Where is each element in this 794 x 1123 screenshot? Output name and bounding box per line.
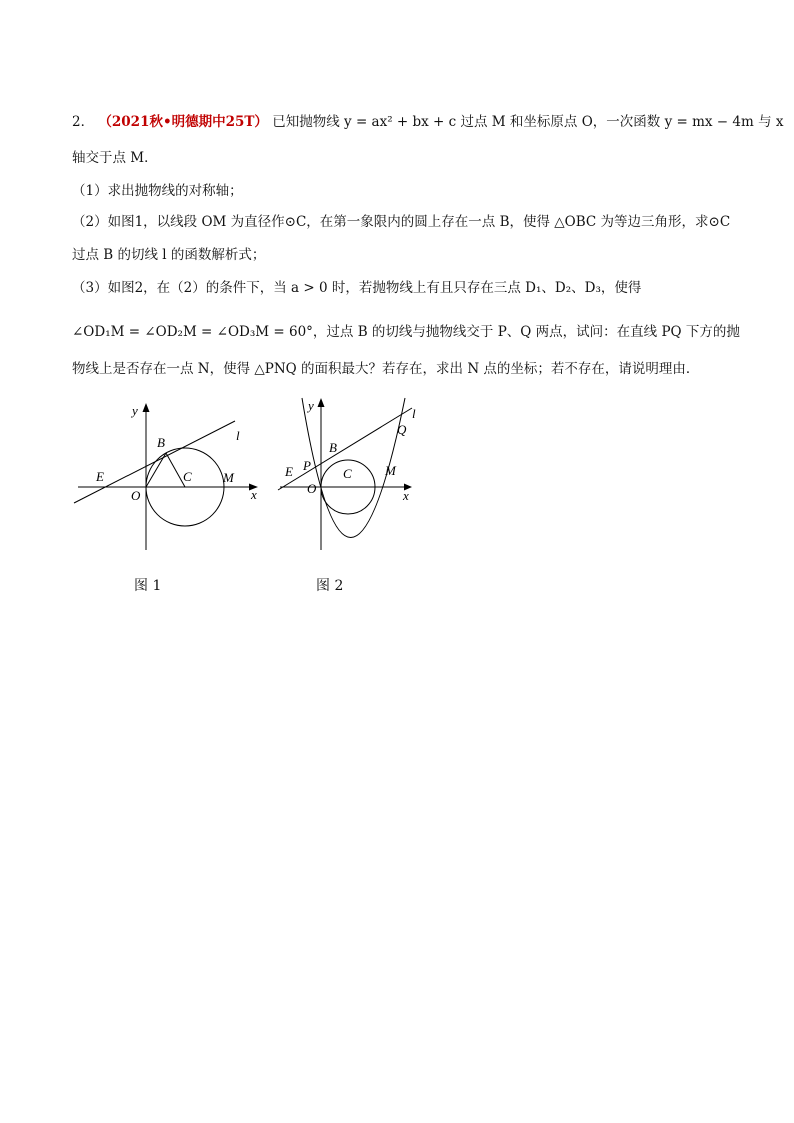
problem-statement-1: 已知抛物线 y = ax² + bx + c 过点 M 和坐标原点 O，一次函数 y = mx − 4m 与 x bbox=[272, 114, 784, 130]
question-3-part-b: ∠OD₁M = ∠OD₂M = ∠OD₃M = 60°，过点 B 的切线与抛物线交于 P、Q 两点，试问：在直线 PQ 下方的抛 bbox=[72, 324, 740, 340]
fig2-label-p: P bbox=[303, 458, 311, 473]
figure-2 bbox=[270, 390, 420, 555]
figure-2-caption: 图 2 bbox=[316, 578, 344, 594]
fig2-label-m: M bbox=[385, 463, 396, 478]
question-2-part-b: 过点 B 的切线 l 的函数解析式； bbox=[72, 247, 266, 263]
question-3-part-c: 物线上是否存在一点 N，使得 △PNQ 的面积最大？若存在，求出 N 点的坐标；若不存在，请说明理由． bbox=[72, 361, 700, 377]
fig1-label-m: M bbox=[223, 470, 234, 485]
fig2-label-y: y bbox=[308, 398, 314, 413]
fig1-label-c: C bbox=[183, 469, 192, 484]
fig1-y-arrow bbox=[143, 403, 150, 412]
fig2-label-x: x bbox=[403, 488, 409, 503]
figure-1-caption: 图 1 bbox=[134, 578, 162, 594]
problem-line-2: 轴交于点 M． bbox=[72, 150, 158, 166]
problem-line-1 bbox=[72, 110, 784, 130]
fig2-y-arrow bbox=[318, 398, 325, 407]
problem-source: （2021秋•明德期中25T） bbox=[98, 114, 268, 130]
question-3-part-a: （3）如图2，在（2）的条件下，当 a > 0 时，若抛物线上有且只存在三点 D₁、D₂、D₃，使得 bbox=[72, 280, 642, 296]
fig1-tangent-l bbox=[74, 421, 235, 503]
fig2-label-o: O bbox=[307, 481, 317, 496]
fig2-label-l: l bbox=[412, 406, 416, 421]
fig1-label-l: l bbox=[236, 428, 240, 443]
fig2-label-e: E bbox=[285, 464, 293, 479]
fig1-segment-ob bbox=[146, 453, 166, 487]
fig1-label-e: E bbox=[96, 469, 104, 484]
fig1-label-b: B bbox=[157, 435, 165, 450]
question-1: （1）求出抛物线的对称轴； bbox=[72, 183, 243, 199]
fig1-label-o: O bbox=[131, 488, 141, 503]
fig2-label-c: C bbox=[343, 466, 352, 481]
fig2-label-b: B bbox=[329, 440, 337, 455]
fig2-label-q: Q bbox=[397, 422, 407, 437]
fig1-label-x: x bbox=[251, 487, 257, 502]
fig1-label-y: y bbox=[132, 403, 138, 418]
question-2-part-a: （2）如图1，以线段 OM 为直径作⊙C，在第一象限内的圆上存在一点 B，使得 △OBC 为等边三角形，求⊙C bbox=[72, 214, 731, 230]
figure-1 bbox=[70, 395, 270, 560]
problem-number: 2． bbox=[72, 114, 95, 130]
